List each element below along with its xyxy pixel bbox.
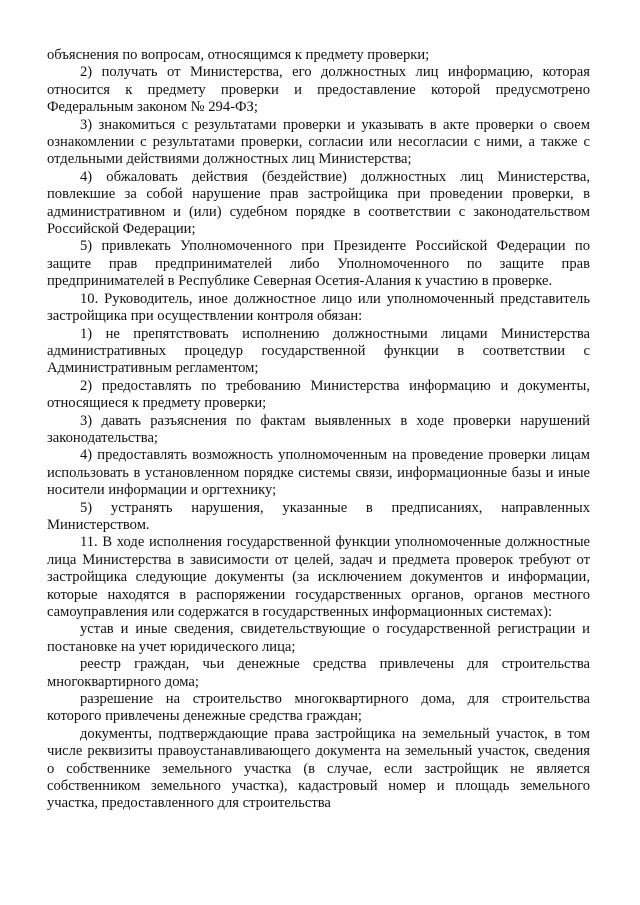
document-page (47, 47, 590, 813)
paragraph-duty-1: 1) не препятствовать исполнению должностными лицами Министерства административных процедур государственной функции в соответствии с Административным регламентом; (47, 325, 590, 377)
paragraph-document-land-rights: документы, подтверждающие права застройщика на земельный участок, в том числе реквизиты правоустанавливающего документа на земельный участок, сведения о собственнике земельного участка (в случае, если застройщик не является собственником земельного участка), кадастровый номер и площадь земельного участка, предоставленного для строительства (47, 725, 590, 812)
paragraph-item-11: 11. В ходе исполнения государственной функции уполномоченные должностные лица Министерства в зависимости от целей, задач и предмета проверок требуют от застройщика следующие документы (за исключением документов и информации, которые находятся в распоряжении государственных органов, органов местного самоуправления или содержатся в государственных информационных системах): (47, 534, 590, 620)
paragraph-continuation: объяснения по вопросам, относящимся к предмету проверки; (47, 47, 430, 63)
paragraph-right-4: 4) обжаловать действия (бездействие) должностных лиц Министерства, повлекшие за собой нарушение прав застройщика при проведении проверки, в административном и (или) судебном порядке в соответствии с законодательством Российской Федерации; (47, 168, 590, 238)
paragraph-duty-4: 4) предоставлять возможность уполномоченным на проведение проверки лицам использовать в установленном порядке системы связи, информационные базы и иные носители информации и оргтехнику; (47, 447, 590, 499)
paragraph-item-10: 10. Руководитель, иное должностное лицо или уполномоченный представитель застройщика при осуществлении контроля обязан: (47, 290, 590, 325)
paragraph-right-3: 3) знакомиться с результатами проверки и указывать в акте проверки о своем ознакомлении с результатами проверки, согласии или несогласии с ними, а также с отдельными действиями должностных лиц Министерства; (47, 116, 590, 168)
paragraph-document-registry: реестр граждан, чьи денежные средства привлечены для строительства многоквартирного дома; (47, 656, 590, 690)
paragraph-duty-2: 2) предоставлять по требованию Министерства информацию и документы, относящиеся к предмету проверки; (47, 377, 590, 412)
paragraph-document-permit: разрешение на строительство многоквартирного дома, для строительства которого привлечены денежные средства граждан; (47, 691, 590, 725)
paragraph-document-charter: устав и иные сведения, свидетельствующие о государственной регистрации и постановке на учет юридического лица; (47, 621, 590, 655)
paragraph-duty-3: 3) давать разъяснения по фактам выявленных в ходе проверки нарушений законодательства; (47, 412, 590, 446)
paragraph-duty-5: 5) устранять нарушения, указанные в предписаниях, направленных Министерством. (47, 499, 590, 533)
paragraph-right-5: 5) привлекать Уполномоченного при Президенте Российской Федерации по защите прав предпринимателей либо Уполномоченного по защите прав предпринимателей в Республике Северная Осетия-Алания к участию в проверке. (47, 238, 590, 290)
paragraph-right-2: 2) получать от Министерства, его должностных лиц информацию, которая относится к предмету проверки и предоставление которой предусмотрено Федеральным законом № 294-ФЗ; (47, 64, 590, 116)
